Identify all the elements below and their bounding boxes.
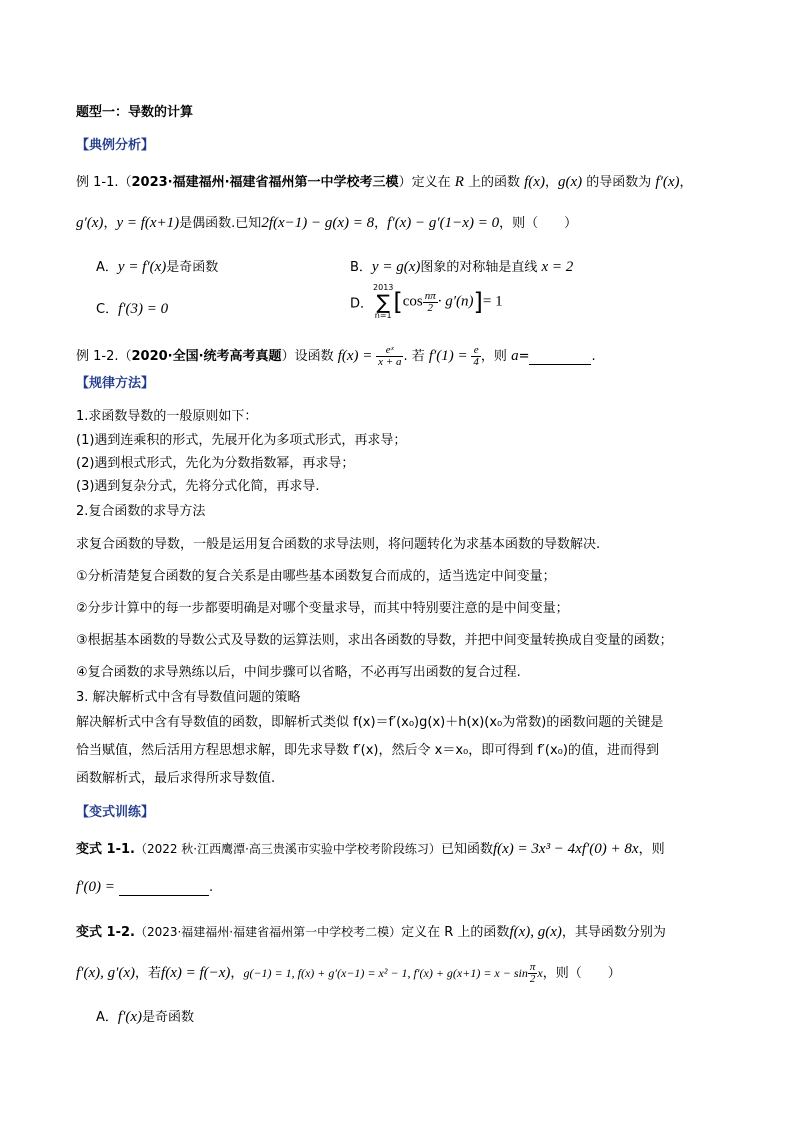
fraction-numerator: eˣ (376, 345, 403, 357)
ex11-text: ，则（ ） (499, 216, 578, 231)
variant-text: ，其导函数分别为 (561, 925, 666, 940)
answer-blank[interactable] (529, 349, 591, 365)
answer-blank[interactable] (119, 880, 209, 896)
rules-heading: 【规律方法】 (76, 376, 155, 391)
variant-math: f(x) = 3x³ − 4xf′(0) + 8x (492, 841, 639, 857)
option-math: f′(x) (117, 1009, 143, 1025)
ex11-math-gprime: g′(x) (76, 215, 104, 231)
typical-heading: 【典例分析】 (76, 138, 155, 153)
ex11-math-R: R (454, 174, 464, 190)
example-1-1-line-1 (76, 171, 693, 191)
variant-text: 定义在 R 上的函数 (401, 925, 510, 940)
ex11-math-f: f(x) (524, 174, 545, 190)
fraction (376, 345, 403, 368)
rule-3-title: 3. 解决解析式中含有导数值问题的策略 (76, 690, 301, 705)
variant-math: f′(x), g′(x) (76, 965, 136, 981)
option-label: C． (96, 302, 119, 317)
ex12-math-fprime: f′(1) = (428, 348, 472, 364)
ex12-math-f: f(x) = (337, 348, 377, 364)
ex11-condition-2: f′(x) − g′(1−x) = 0 (387, 215, 500, 231)
rule-1-title: 1.求函数导数的一般原则如下： (76, 409, 258, 424)
ex11-text: ）定义在 (398, 175, 455, 190)
ex12-text: ，则 (480, 349, 512, 364)
section-title: 题型一：导数的计算 (76, 105, 194, 120)
option-label: D． (350, 296, 374, 312)
summation-symbol: 2013 ∑ n=1 (373, 283, 394, 320)
ex11-option-c[interactable] (96, 298, 168, 318)
rule-2-title: 2.复合函数的求导方法 (76, 504, 206, 519)
ex12-source: 2020·全国·统考高考真题 (131, 349, 282, 364)
rule-2-item-1: ①分析清楚复合函数的复合关系是由哪些基本函数复合而成的，适当选定中间变量； (76, 569, 556, 584)
ex12-text: ）设函数 (281, 349, 338, 364)
option-label: A． (96, 1010, 118, 1025)
ex11-math-g: g(x) (557, 174, 583, 190)
variant-math: f(x), g(x) (509, 924, 562, 940)
ex12-text: = (518, 349, 530, 364)
option-math: f′(3) = 0 (118, 301, 169, 317)
ex11-text: 上的函数 (463, 175, 525, 190)
fraction (471, 345, 481, 368)
ex12-prefix: 例 1-2.（ (76, 349, 132, 364)
fraction-denominator: 4 (473, 356, 479, 368)
rule-2-item-2: ②分步计算中的每一步都要明确是对哪个变量求导，而其中特别要注意的是中间变量； (76, 601, 569, 616)
option-text: 是奇函数 (142, 1010, 195, 1025)
variant-text: 已知函数 (440, 842, 493, 857)
ex11-prefix: 例 1-1.（ (76, 175, 132, 190)
ex11-option-a[interactable] (96, 256, 218, 276)
rule-1-item-3: (3)遇到复杂分式，先将分式化简，再求导. (76, 479, 320, 494)
fraction (423, 291, 438, 314)
variant-source: （2023·福建福州·福建省福州第一中学校考二模） (134, 925, 402, 939)
ex11-text: 是偶函数.已知 (179, 216, 262, 231)
variant-1-2-line-2 (76, 962, 621, 985)
variant-label: 变式 1-2. (76, 925, 135, 940)
variant-source: （2022 秋·江西鹰潭·高三贵溪市实验中学校考阶段练习） (134, 842, 441, 856)
rule-1-item-1: (1)遇到连乘积的形式，先展开化为多项式形式，再求导； (76, 433, 407, 448)
fraction-numerator: π (529, 961, 536, 973)
variant-text: ，则 (638, 842, 665, 857)
option-math: x = 2 (541, 259, 574, 275)
option-text: 图象的对称轴是直线 (420, 260, 538, 275)
ex11-option-d[interactable]: D． 2013 ∑ n=1 [cos $\frac{n\pi}{2}$ · g′(n)]= 1 (350, 283, 503, 320)
option-label: A． (96, 260, 118, 275)
fraction-numerator: nπ (424, 289, 436, 302)
variant-math: f′(0) = (76, 879, 115, 895)
fraction-denominator: x + a (378, 356, 402, 368)
ex11-text: 的导函数为 (582, 175, 656, 190)
option-math: · g′(n) (437, 293, 474, 310)
ex11-math-y: y = f(x+1) (116, 215, 180, 231)
variant-text: ，若 (135, 966, 162, 981)
variant-text: . (208, 880, 214, 895)
rule-3-line-3: 函数解析式，最后求得所求导数值. (76, 771, 276, 786)
rule-2-item-3: ③根据基本函数的导数公式及导数的运算法则，求出各函数的导数，并把中间变量转换成自变量的函数； (76, 633, 673, 648)
variant-1-2-option-a[interactable] (96, 1006, 194, 1026)
ex11-text: ， (103, 216, 117, 231)
variant-math: f(x) = f(−x) (161, 965, 231, 981)
ex11-source: 2023·福建福州·福建省福州第一中学校考三模 (131, 175, 399, 190)
option-label: B． (350, 260, 372, 275)
fraction-denominator: 2 (427, 301, 433, 314)
rule-2-intro: 求复合函数的导数，一般是运用复合函数的求导法则，将问题转化为求基本函数的导数解决. (76, 537, 601, 552)
option-math: = 1 (482, 293, 503, 310)
cos-text: cos (402, 293, 423, 310)
option-math: y = g(x) (371, 259, 421, 275)
ex12-text: . (591, 349, 596, 364)
fraction-numerator: e (471, 345, 481, 357)
variant-math: x (537, 966, 543, 980)
ex11-text: ， (679, 175, 693, 190)
variant-text: ， (230, 966, 244, 981)
ex11-math-fprime: f′(x) (655, 174, 680, 190)
variant-1-2-line-1 (76, 921, 666, 941)
ex11-text: ， (544, 175, 558, 190)
variant-1-1-line-1 (76, 838, 665, 858)
variant-label: 变式 1-1. (76, 842, 135, 857)
ex11-text: ， (374, 216, 388, 231)
example-1-2 (76, 345, 596, 368)
fraction-denominator: 2 (529, 973, 536, 985)
rule-1-item-2: (2)遇到根式形式，先化为分数指数幂，再求导； (76, 456, 355, 471)
example-1-1-line-2 (76, 212, 577, 232)
variant-1-1-line-2 (76, 879, 213, 896)
variant-text: ，则（ ） (542, 966, 621, 981)
rule-2-item-4: ④复合函数的求导熟练以后，中间步骤可以省略，不必再写出函数的复合过程. (76, 665, 521, 680)
sum-lower: n=1 (374, 311, 392, 320)
option-math: y = f′(x) (117, 259, 167, 275)
ex11-condition-1: 2f(x−1) − g(x) = 8 (261, 215, 375, 231)
fraction (528, 962, 538, 985)
ex11-option-b[interactable] (350, 256, 573, 276)
rule-3-line-1: 解决解析式中含有导数值的函数，即解析式类似 f(x)＝f′(x₀)g(x)＋h(x)(x₀为常数)的函数问题的关键是 (76, 715, 664, 730)
option-text: 是奇函数 (166, 260, 219, 275)
ex12-math-a: a (511, 348, 519, 364)
variant-math: g(−1) = 1, f(x) + g′(x−1) = x² − 1, f′(x) + g(x+1) = x − sin (243, 966, 528, 980)
ex12-text: . 若 (403, 349, 429, 364)
sum-upper: 2013 (373, 283, 394, 292)
variant-heading: 【变式训练】 (76, 805, 155, 820)
rule-3-line-2: 恰当赋值，然后活用方程思想求解，即先求导数 f′(x)，然后令 x＝x₀，即可得到 f′(x₀)的值，进而得到 (76, 743, 659, 758)
